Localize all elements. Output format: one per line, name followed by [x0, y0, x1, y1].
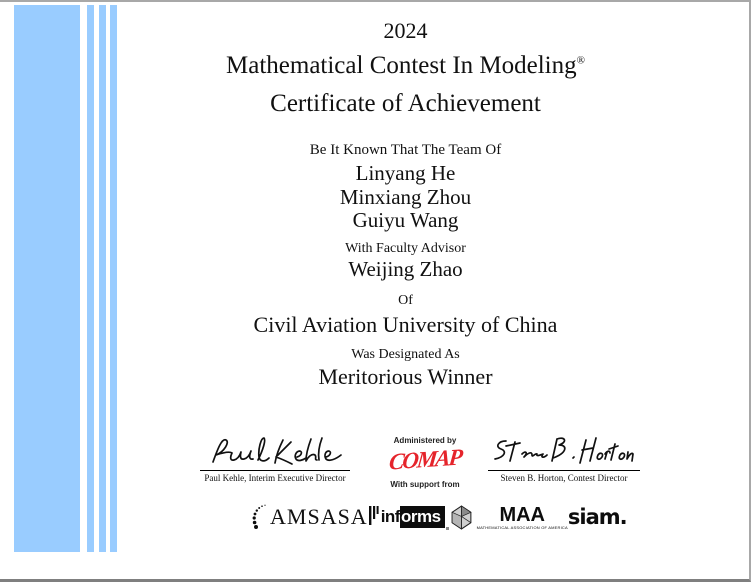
contest-title-text: Mathematical Contest In Modeling: [226, 52, 577, 79]
ams-logo-text: AMS: [270, 504, 321, 529]
comap-logo: COMAP: [387, 444, 463, 475]
administered-by-label: Administered by: [393, 436, 457, 445]
team-member-name: Minxiang Zhou: [339, 184, 472, 209]
administration-block: [372, 436, 478, 489]
ams-dots-arc-icon: [252, 504, 268, 530]
institution-name: Civil Aviation University of China: [253, 312, 558, 337]
left-stripe-thin-3: [110, 5, 117, 552]
maa-caption-text: MATHEMATICAL ASSOCIATION OF AMERICA: [476, 524, 568, 530]
ams-logo: [252, 504, 321, 530]
contest-director-signature-block: [488, 430, 640, 483]
steven-horton-signature-icon: [489, 430, 639, 470]
designation-label: Was Designated As: [351, 347, 460, 362]
asa-logo: [321, 504, 380, 530]
team-member-name: Linyang He: [355, 161, 456, 185]
team-member-name: Guiyu Wang: [352, 208, 459, 232]
informs-logo-text-prefix: inf: [380, 507, 400, 526]
maa-logo-text: MAA: [499, 503, 545, 526]
maa-polyhedron-icon: [449, 505, 474, 530]
paul-kehle-signature-icon: [205, 432, 345, 470]
contest-director-caption: Steven B. Horton, Contest Director: [500, 473, 628, 483]
advisor-label: With Faculty Advisor: [345, 241, 466, 256]
asa-logo-text: ASA: [320, 504, 368, 529]
left-stripe-thin-2: [99, 5, 106, 552]
siam-logo-text: siam.: [567, 505, 627, 529]
contest-year: 2024: [383, 18, 428, 43]
of-label: Of: [398, 293, 413, 308]
team-intro-label: Be It Known That The Team Of: [309, 142, 502, 158]
sponsor-logo-row: [252, 501, 627, 533]
team-member-list: [130, 162, 681, 233]
left-stripe-thin-1: [87, 5, 94, 552]
asa-bars-icon: [369, 506, 380, 526]
signature-line: [200, 470, 350, 471]
executive-director-caption: Paul Kehle, Interim Executive Director: [204, 473, 346, 483]
informs-logo: [380, 506, 449, 528]
contest-title: [130, 52, 681, 80]
executive-director-signature-block: [200, 432, 350, 483]
award-designation: Meritorious Winner: [318, 364, 493, 389]
left-stripe-wide: [14, 5, 80, 552]
registered-trademark-mark: ®: [576, 54, 585, 67]
siam-logo: [568, 505, 627, 529]
informs-logo-text-boxed: orms: [400, 506, 445, 528]
signature-line: [488, 470, 640, 471]
support-from-label: With support from: [390, 480, 460, 489]
certificate-subtitle: Certificate of Achievement: [270, 90, 541, 117]
advisor-name: Weijing Zhao: [348, 257, 463, 281]
maa-logo: [449, 505, 568, 530]
